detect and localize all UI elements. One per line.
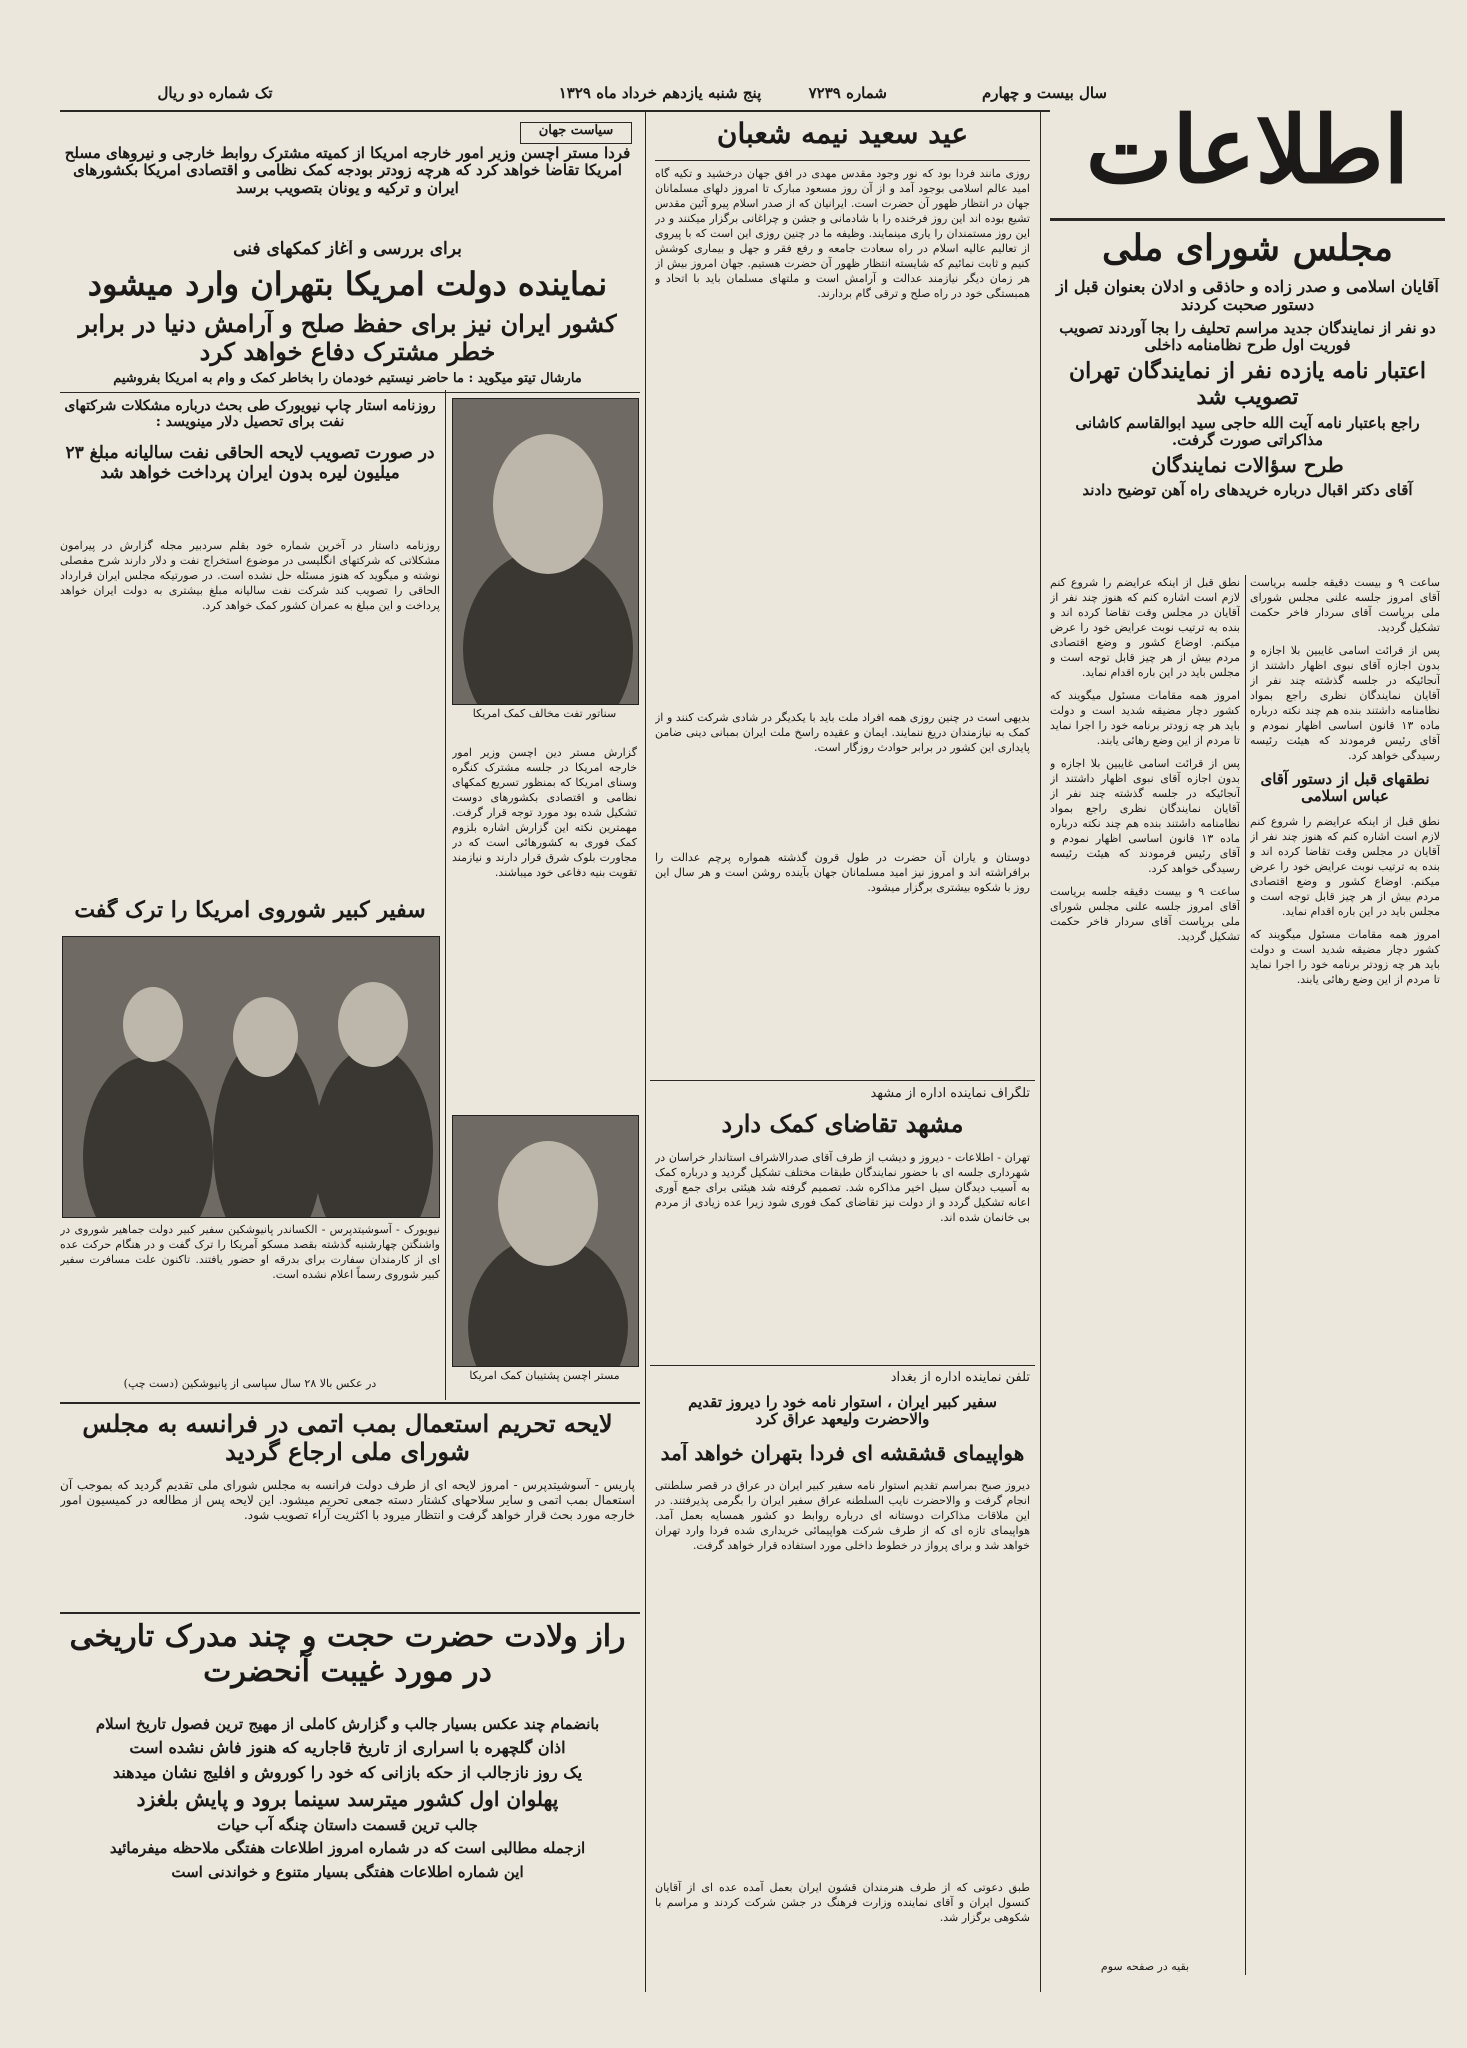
tito-strap: مارشال تیتو میگوید : ما حاضر نیستیم خودمان را بخاطر کمک و وام به امریکا بفروشیم xyxy=(113,372,582,386)
ambassador-body: نیویورک - آسوشیتدپرس - الکساندر پانیوشکین سفیر کبیر دولت جماهیر شوروی در واشنگتن چهارشنبه گذشته بقصد مسکو آمریکا را ترک گفت و در هنگام حرکت عده ای از کارمندان سفارت برای بدرقه او حضور یافتند. تاکنون علت مسافرت سفیر کبیر شوروی رسماً اعلام نشده است. xyxy=(60,1223,440,1281)
majlis-para: نطق قبل از اینکه عرایضم را شروع کنم لازم است اشاره کنم که هنوز چند نفر از آقایان در مجلس وقت تقاضا کرده اند و بنده به ترتیب نوبت عرایض خود را عرض میکنم. اوضاع کشور و وضع اقتصادی مردم بیش از هر چیز قابل توجه است و مجلس باید در این باره اقدام نماید. xyxy=(1050,576,1240,679)
promo-line: پهلوان اول کشور میترسد سینما برود و پایش بلغزد xyxy=(136,1787,559,1812)
photo-face xyxy=(498,1141,598,1266)
majlis-deck-line: دو نفر از نمایندگان جدید مراسم تحلیف را بجا آوردند تصویب فوریت اول طرح نظامنامه داخلی xyxy=(1059,318,1436,355)
oil-deck: روزنامه استار چاپ نیویورک طی بحث درباره مشکلات شرکتهای نفت برای تحصیل دلار مینویسد : xyxy=(64,398,436,431)
majlis-para: امروز همه مقامات مسئول میگویند که کشور دچار مضیقه شدید است و دولت باید هر چه زودتر برنامه خود را اجرا نماید تا مردم از این وضع رهائی یابند. xyxy=(1250,927,1440,986)
promo-line: یک روز نازجالب از حکه بازانی که خود را کوروش و افلیج نشان میدهند xyxy=(112,1762,583,1782)
majlis-body-col-right xyxy=(1250,575,1440,1715)
baghdad-deck: سفیر کبیر ایران ، استوار نامه خود را دیروز تقدیم والاحضرت ولیعهد عراق کرد xyxy=(688,1394,997,1429)
oil-title: در صورت تصویب لایحه الحاقی نفت سالیانه مبلغ ۲۳ میلیون لیره بدون ایران پرداخت خواهد شد xyxy=(65,444,435,483)
ambassador-photo xyxy=(62,936,440,1218)
senator-taft-photo xyxy=(452,398,639,705)
mashhad-telegram-header: تلگراف نماینده اداره از مشهد xyxy=(870,1086,1030,1101)
promo-line: ازجمله مطالبی است که در شماره امروز اطلاعات هفتگی ملاحظه میفرمائید xyxy=(109,1839,586,1858)
oil-body: روزنامه داستار در آخرین شماره خود بقلم سردبیر مجله گزارش در پیرامون مشکلاتی که شرکتهای انگلیسی در موضوع استخراج نفت و دلار دارند شرح مفصلی نوشته و میگوید که هنوز مسئله حل نشده است. در صورتیکه مجلس ایران قرارداد الحاقی را تصویب کند شرکت نفت سالیانه مبلغ بیشتری به دولت ایران خواهد پرداخت و این مبلغ به عمران کشور کمک خواهد کرد. xyxy=(60,539,440,612)
acheson-caption: مستر اچسن پشتیبان کمک امریکا xyxy=(469,1369,620,1382)
world-headline: نماینده دولت امریکا بتهران وارد میشود xyxy=(87,266,608,303)
majlis-para: ساعت ۹ و بیست دقیقه جلسه بریاست آقای امروز جلسه علنی مجلس شورای ملی برپاست آقای سردار فاخر حکمت تشکیل گردید. xyxy=(1050,885,1240,943)
world-deck-2: برای بررسی و آغاز کمکهای فنی xyxy=(233,240,462,259)
majlis-jump: بقیه در صفحه سوم xyxy=(1100,1960,1190,1973)
world-deck-1: فردا مستر اچسن وزیر امور خارجه امریکا از کمیته مشترک روابط خارجی و نیروهای مسلح امریکا تقاضا خواهد کرد که هرچه زودتر بودجه کمک نظامی و اقتصادی امریکا بکشورهای ایران و ترکیه و یونان بتصویب برسد xyxy=(64,145,631,197)
column-rule-left xyxy=(445,390,446,1400)
majlis-subhead: نطقهای قبل از دستور آقای عباس اسلامی xyxy=(1260,770,1430,806)
masthead-rule xyxy=(1050,218,1445,221)
ambassador-title: سفیر کبیر شوروی امریکا را ترک گفت xyxy=(74,898,426,923)
shaban-body: روزی مانند فردا بود که نور وجود مقدس مهدی در افق جهان درخشید و تکیه گاه امید عالم اسلامی بوجود آمد و از آن روز مسعود مبارک تا امروز دلهای مسلمانان جهان در انتظار ظهور آن حضرت است. ایرانیان که از صدر اسلام پیرو آئین مقدس تشیع بوده اند این روز فرخنده را با شادمانی و جشن و چراغانی برگزار میکنند و در این روز مستمندان را یاری مینمایند. وظیفه ما در چنین روزی این است که با پیروی از تعالیم عالیه اسلام در راه سعادت جامعه و رفع فقر و جهل و بیماری کوشش کنیم و ثابت نمائیم که شایسته انتظار ظهور آن حضرت هستیم. جهان امروز بیش از هر زمان دیگر نیازمند عدالت و آرامش است و ملتهای مسلمان باید با اتحاد و همبستگی خود در راه صلح و ترقی گام بردارند. xyxy=(655,167,1030,300)
world-rule xyxy=(60,392,640,393)
photo-face xyxy=(233,997,298,1077)
promo-lines xyxy=(60,1716,635,1986)
promo-line: بانضمام چند عکس بسیار جالب و گزارش کاملی از مهیج ترین فصول تاریخ اسلام xyxy=(95,1716,600,1733)
baghdad-body-2: طبق دعوتی که از طرف هنرمندان قشون ایران بعمل آمده عده ای از آقایان کنسول ایران و آقای نماینده وزارت فرهنگ در جشن شرکت کردند و مراسم با شکوهی برگزار شد. xyxy=(655,1881,1030,1924)
baghdad-body: دیروز صبح بمراسم تقدیم استوار نامه سفیر کبیر ایران در عراق در قصر سلطنتی انجام گرفت و والاحضرت نایب السلطنه عراق سفیر ایران را بگرمی پذیرفتند. در این ملاقات مذاکرات دوستانه ای درباره روابط دو کشور همسایه بعمل آمد. هواپیمای تازه ای که از طرف شرکت هواپیمائی خریداری شده فردا وارد تهران خواهد شد و برای پرواز در خطوط داخلی مورد استفاده قرار خواهد گرفت. xyxy=(655,1479,1030,1552)
baghdad-phone-header: تلفن نماینده اداره از بغداد xyxy=(890,1370,1030,1385)
masthead-logo: اطلاعات xyxy=(1085,96,1410,204)
photo-face xyxy=(493,434,603,574)
issue-number: شماره ۷۲۳۹ xyxy=(808,84,887,102)
promo-line: جالب ترین قسمت داستان چنگه آب حیات xyxy=(217,1816,478,1835)
mashhad-body: تهران - اطلاعات - دیروز و دیشب از طرف آقای صدرالاشراف استاندار خراسان در شهرداری جلسه ای با حضور نمایندگان طبقات مختلف تشکیل گردید و درباره کمک به آسیب دیدگان سیل اخیر مذاکره شد. تصمیم گرفته شد هیئتی برای جمع آوری اعانه تشکیل گردد و از دولت نیز تقاضای کمک فوری شود زیرا عده زیادی از مردم بی خانمان شده اند. xyxy=(655,1151,1030,1224)
majlis-deck-line: آقای دکتر اقبال درباره خریدهای راه آهن توضیح دادند xyxy=(1082,481,1413,500)
mashhad-top-rule xyxy=(650,1080,1035,1081)
photo-face xyxy=(338,982,408,1067)
majlis-title: مجلس شورای ملی xyxy=(1102,228,1393,269)
promo-line: اذان گلچهره با اسراری از تاریخ قاجاریه که هنوز فاش نشده است xyxy=(129,1738,566,1758)
majlis-para: نطق قبل از اینکه عرایضم را شروع کنم لازم است اشاره کنم که هنوز چند نفر از آقایان در مجلس وقت تقاضا کرده اند و بنده به ترتیب نوبت عرایض خود را عرض میکنم. اوضاع کشور و وضع اقتصادی مردم بیش از هر چیز قابل توجه است و مجلس باید در این باره اقدام نماید. xyxy=(1250,814,1440,918)
acheson-report-body: گزارش مستر دین اچسن وزیر امور خارجه امریکا در جلسه مشترک کنگره وسنای امریکا که بمنظور تسریع کمکهای نظامی و اقتصادی بکشورهای دوست تشکیل شده بود مورد توجه قرار گرفت. مهمترین نکته این گزارش اشاره بلزوم کمک فوری به کشورهائی است که در مجاورت بلوک شرق قرار دارند و نیازمند تقویت بنیه دفاعی خود میباشند. xyxy=(452,746,637,879)
majlis-deck-line: اعتبار نامه یازده نفر از نمایندگان تهران تصویب شد xyxy=(1069,358,1426,410)
majlis-inner-rule xyxy=(1245,575,1246,1975)
majlis-deck-line: آقایان اسلامی و صدر زاده و حاذقی و ادلان بعنوان قبل از دستور صحبت کردند xyxy=(1056,278,1439,315)
majlis-para: پس از قرائت اسامی غایبین بلا اجازه و بدون اجازه آقای نبوی اظهار داشتند از آنجائیکه در جلسه گذشته چند نفر از آقایان نمایندگان نظری راجع بمواد نظامنامه داشتند بنده هم چند نکته درباره ماده ۱۳ قانون اساسی اظهار نمودم و آقای رئیس فرمودند که هیئت رئیسه رسیدگی خواهد کرد. xyxy=(1050,757,1240,875)
baghdad-top-rule xyxy=(650,1365,1035,1366)
bomb-body: پاریس - آسوشیتدپرس - امروز لایحه ای از طرف دولت فرانسه به مجلس شورای ملی تقدیم گردید که بموجب آن استعمال بمب اتمی و سایر سلاحهای کشتار دسته جمعی تحریم میشود. این لایحه پس از مطالعه در کمیسیون امور خارجه مورد بحث قرار خواهد گرفت و انتظار میرود با اکثریت آراء تصویب شود. xyxy=(60,1478,635,1522)
photo-face xyxy=(123,987,183,1062)
issue-year: سال بیست و چهارم xyxy=(981,84,1107,102)
photo-figure xyxy=(313,1047,433,1218)
world-politics-label: سیاست جهان xyxy=(520,122,632,144)
majlis-para: امروز همه مقامات مسئول میگویند که کشور دچار مضیقه شدید است و دولت باید هر چه زودتر برنامه خود را اجرا نماید تا مردم از این وضع رهائی یابند. xyxy=(1050,689,1240,747)
acheson-photo xyxy=(452,1115,639,1367)
majlis-body-col-left xyxy=(1050,575,1240,1955)
senator-taft-caption: سناتور تفت مخالف کمک امریکا xyxy=(472,707,617,720)
baghdad-title: هواپیمای قشقشه ای فردا بتهران خواهد آمد xyxy=(660,1442,1025,1465)
shaban-body-cont-b: دوستان و یاران آن حضرت در طول قرون گذشته همواره پرچم عدالت را برافراشته اند و امروز نیز امید مسلمانان جهان بآینده روشن است و هر سال این روز با شکوه بیشتری برگزار میشود. xyxy=(655,851,1030,894)
header-rule xyxy=(60,110,1050,112)
issue-price: تک شماره دو ریال xyxy=(157,84,273,102)
shaban-rule xyxy=(655,160,1030,161)
ambassador-photo-credit: در عکس بالا ۲۸ سال سپاسی از پانیوشکین (دست چپ) xyxy=(123,1377,377,1390)
bomb-title: لایحه تحریم استعمال بمب اتمی در فرانسه به مجلس شورای ملی ارجاع گردید xyxy=(82,1410,613,1466)
majlis-deck xyxy=(1050,278,1445,568)
majlis-deck-line: راجع باعتبار نامه آیت الله حاجی سید ابوالقاسم کاشانی مذاکراتی صورت گرفت. xyxy=(1075,413,1420,450)
issue-date: پنج شنبه یازدهم خرداد ماه ۱۳۲۹ xyxy=(558,84,762,102)
promo-top-rule xyxy=(60,1612,640,1614)
majlis-deck-line: طرح سؤالات نمایندگان xyxy=(1151,453,1344,478)
column-rule-right xyxy=(1040,112,1041,1992)
world-subhead: کشور ایران نیز برای حفظ صلح و آرامش دنیا در برابر خطر مشترک دفاع خواهد کرد xyxy=(78,310,617,366)
shaban-title: عید سعید نیمه شعبان xyxy=(716,118,969,150)
mashhad-title: مشهد تقاضای کمک دارد xyxy=(721,1110,964,1138)
bomb-top-rule xyxy=(60,1402,640,1404)
majlis-para: پس از قرائت اسامی غایبین بلا اجازه و بدون اجازه آقای نبوی اظهار داشتند از آنجائیکه در جلسه گذشته چند نفر از آقایان نمایندگان نظری راجع بمواد نظامنامه داشتند بنده هم چند نکته درباره ماده ۱۳ قانون اساسی اظهار نمودم و آقای رئیس فرمودند که هیئت رئیسه رسیدگی خواهد کرد. xyxy=(1250,644,1440,762)
majlis-para: ساعت ۹ و بیست دقیقه جلسه بریاست آقای امروز جلسه علنی مجلس شورای ملی برپاست آقای سردار فاخر حکمت تشکیل گردید. xyxy=(1250,576,1440,634)
column-rule-mid xyxy=(645,112,646,1992)
promo-line: این شماره اطلاعات هفتگی بسیار متنوع و خواندنی است xyxy=(171,1862,524,1881)
promo-title: راز ولادت حضرت حجت و چند مدرک تاریخی در مورد غیبت آنحضرت xyxy=(69,1620,626,1689)
photo-figure xyxy=(83,1057,213,1218)
shaban-body-cont-a: بدیهی است در چنین روزی همه افراد ملت باید با یکدیگر در شادی شرکت کنند و از کمک به نیازمندان دریغ ننمایند. ایمان و عقیده راسخ ملت ایران بمبانی دینی ضامن پایداری این کشور در برابر حوادث روزگار است. xyxy=(655,711,1030,754)
